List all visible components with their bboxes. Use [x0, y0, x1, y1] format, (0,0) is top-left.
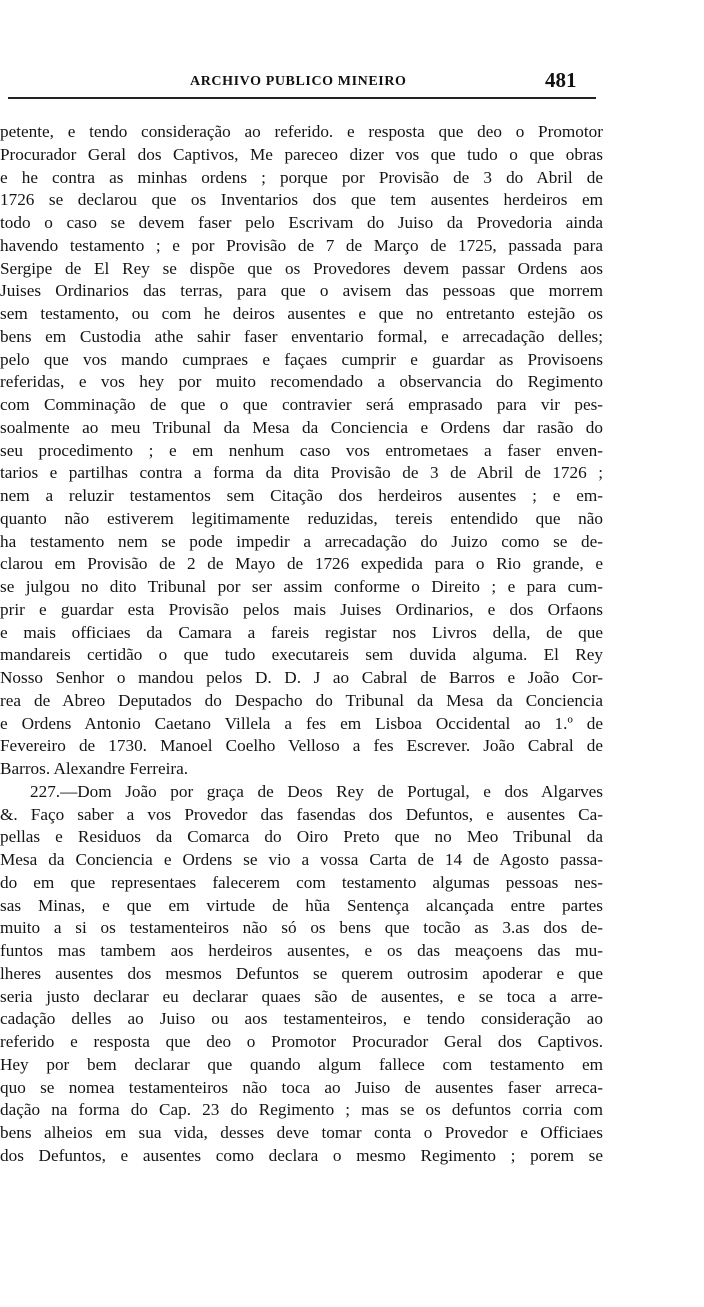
text-line: nem a reluzir testamentos sem Citação dos herdeiros ausentes ; e em-	[0, 486, 603, 505]
text-line: referidas, e vos hey por muito recomendado a observancia do Regimento	[0, 372, 603, 392]
header-rule	[8, 97, 596, 99]
text-line: cadação delles ao Juiso ou aos testamenteiros, e tendo consideração ao	[0, 1009, 603, 1029]
text-line: bens alheios em sua vida, desses deve tomar conta o Provedor e Officiaes	[0, 1123, 603, 1142]
text-line: e mais officiaes da Camara a fareis registar nos Livros della, de que	[0, 622, 603, 642]
text-line: 227.—Dom João por graça de Deos Rey de Portugal, e dos Algarves	[30, 781, 603, 801]
text-line: com Comminação de que o que contravier será emprasado para vir pes-	[0, 395, 603, 414]
text-line: 1726 se declarou que os Inventarios dos que tem ausentes herdeiros em	[0, 190, 603, 210]
text-line: pelo que vos mando cumpraes e façaes cumprir e guardar as Provisoens	[0, 349, 603, 369]
text-line: Juises Ordinarios das terras, para que o avisem das pessoas que morrem	[0, 281, 603, 301]
text-line: Hey por bem declarar que quando algum fallece com testamento em	[0, 1054, 603, 1074]
running-header: ARCHIVO PUBLICO MINEIRO	[190, 74, 407, 89]
text-line: sem testamento, ou com he deiros ausentes e que no entretanto estejão os	[0, 304, 603, 323]
text-line: seria justo declarar eu declarar quaes são de ausentes, e se toca a arre-	[0, 986, 603, 1006]
text-line: petente, e tendo consideração ao referido. e resposta que deo o Promotor	[0, 122, 603, 141]
text-line: dação na forma do Cap. 23 do Regimento ; mas se os defuntos corria com	[0, 1100, 603, 1120]
text-line: prir e guardar esta Provisão pelos mais Juises Ordinarios, e dos Orfaons	[0, 599, 603, 619]
text-line: ha testamento nem se pode impedir a arrecadação do Juizo como se de-	[0, 531, 603, 551]
text-line: e Ordens Antonio Caetano Villela a fes em Lisboa Occidental ao 1.º de	[0, 713, 603, 733]
text-line: se julgou no dito Tribunal por ser assim conforme o Direito ; e para cum-	[0, 577, 603, 596]
text-line: clarou em Provisão de 2 de Mayo de 1726 expedida para o Rio grande, e	[0, 554, 603, 574]
text-line: quanto não estiverem legitimamente reduzidas, tereis entendido que não	[0, 508, 603, 528]
text-line: soalmente ao meu Tribunal da Mesa da Conciencia e Ordens dar rasão do	[0, 417, 603, 437]
text-line: Procurador Geral dos Captivos, Me pareceo dizer vos que tudo o que obras	[0, 144, 603, 164]
text-line: Mesa da Conciencia e Ordens se vio a vossa Carta de 14 de Agosto passa-	[0, 850, 603, 869]
text-line: &. Faço saber a vos Provedor das fasendas dos Defuntos, e ausentes Ca-	[0, 804, 603, 824]
text-line: Fevereiro de 1730. Manoel Coelho Velloso a fes Escrever. João Cabral de	[0, 736, 603, 756]
text-line: havendo testamento ; e por Provisão de 7 de Março de 1725, passada para	[0, 235, 603, 255]
text-line: pellas e Residuos da Comarca do Oiro Preto que no Meo Tribunal da	[0, 827, 603, 847]
text-line: do em que representaes falecerem com testamento algumas pessoas nes-	[0, 872, 603, 892]
text-line: rea de Abreo Deputados do Despacho do Tribunal da Mesa da Conciencia	[0, 690, 603, 710]
text-line: quo se nomea testamenteiros não toca ao Juiso de ausentes faser arreca-	[0, 1077, 603, 1097]
text-line: lheres ausentes dos mesmos Defuntos se querem outrosim apoderar e que	[0, 963, 603, 983]
text-line: todo o caso se devem faser pelo Escrivam do Juiso da Provedoria ainda	[0, 213, 603, 232]
text-line: Barros. Alexandre Ferreira.	[0, 759, 189, 778]
text-line: e he contra as minhas ordens ; porque por Provisão de 3 do Abril de	[0, 167, 603, 187]
body-text	[0, 121, 603, 1168]
text-line: sas Minas, e que em virtude de hũa Sentença alcançada entre partes	[0, 895, 603, 915]
text-line: muito a si os testamenteiros não só os bens que tocão as 3.as dos de-	[0, 918, 603, 938]
text-line: bens em Custodia athe sahir faser enventario formal, e arrecadação delles;	[0, 326, 603, 346]
page-number: 481	[545, 68, 577, 92]
text-line: seu procedimento ; e em nenhum caso vos entrometaes a faser enven-	[0, 440, 603, 460]
text-line: tarios e partilhas contra a forma da dita Provisão de 3 de Abril de 1726 ;	[0, 463, 603, 483]
text-line: Nosso Senhor o mandou pelos D. D. J ao Cabral de Barros e João Cor-	[0, 668, 603, 687]
text-line: referido e resposta que deo o Promotor Procurador Geral dos Captivos.	[0, 1032, 603, 1051]
text-line: funtos mas tambem aos herdeiros ausentes, e os das meaçoens das mu-	[0, 941, 603, 960]
text-line: mandareis certidão o que tudo executareis sem duvida alguma. El Rey	[0, 645, 603, 665]
text-line: Sergipe de El Rey se dispõe que os Provedores devem passar Ordens aos	[0, 258, 603, 278]
text-line: dos Defuntos, e ausentes como declara o mesmo Regimento ; porem se	[0, 1145, 603, 1165]
